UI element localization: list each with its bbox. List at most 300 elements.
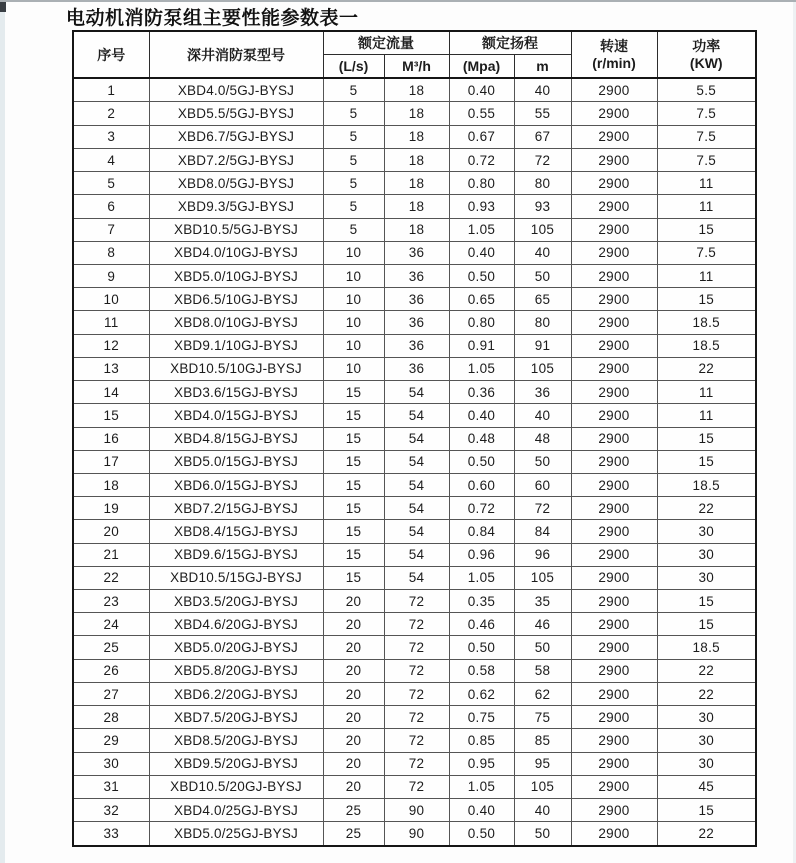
cell-serial: 5 (73, 172, 149, 195)
cell-serial: 13 (73, 357, 149, 380)
cell-head-mpa: 0.48 (449, 427, 514, 450)
header-head-mpa: (Mpa) (449, 54, 514, 78)
cell-flow-m3h: 54 (384, 520, 449, 543)
cell-speed: 2900 (571, 125, 657, 148)
cell-speed: 2900 (571, 752, 657, 775)
cell-model: XBD5.5/5GJ-BYSJ (149, 102, 323, 125)
cell-flow-ls: 10 (323, 288, 384, 311)
cell-flow-m3h: 18 (384, 148, 449, 171)
cell-flow-ls: 20 (323, 706, 384, 729)
cell-flow-m3h: 36 (384, 334, 449, 357)
cell-serial: 17 (73, 450, 149, 473)
cell-speed: 2900 (571, 241, 657, 264)
cell-head-m: 50 (514, 822, 571, 846)
header-speed (571, 31, 657, 78)
table-row (73, 334, 756, 357)
cell-head-mpa: 0.93 (449, 195, 514, 218)
cell-speed: 2900 (571, 682, 657, 705)
cell-model: XBD10.5/10GJ-BYSJ (149, 357, 323, 380)
table-row (73, 473, 756, 496)
cell-model: XBD10.5/5GJ-BYSJ (149, 218, 323, 241)
cell-flow-ls: 5 (323, 102, 384, 125)
cell-flow-ls: 15 (323, 381, 384, 404)
header-speed-unit: (r/min) (592, 54, 636, 71)
cell-model: XBD6.5/10GJ-BYSJ (149, 288, 323, 311)
cell-speed: 2900 (571, 148, 657, 171)
cell-flow-ls: 10 (323, 357, 384, 380)
cell-flow-ls: 10 (323, 264, 384, 287)
table-row (73, 520, 756, 543)
table-row (73, 613, 756, 636)
cell-head-mpa: 0.40 (449, 404, 514, 427)
cell-flow-ls: 20 (323, 752, 384, 775)
table-row (73, 706, 756, 729)
cell-serial: 12 (73, 334, 149, 357)
cell-head-mpa: 0.72 (449, 497, 514, 520)
table-row (73, 125, 756, 148)
cell-power: 22 (657, 357, 756, 380)
table-row (73, 659, 756, 682)
cell-head-mpa: 0.50 (449, 822, 514, 846)
cell-power: 15 (657, 218, 756, 241)
cell-power: 11 (657, 172, 756, 195)
cell-power: 11 (657, 404, 756, 427)
cell-head-m: 72 (514, 497, 571, 520)
cell-serial: 6 (73, 195, 149, 218)
cell-flow-ls: 5 (323, 195, 384, 218)
cell-head-m: 35 (514, 590, 571, 613)
table-row (73, 450, 756, 473)
cell-power: 30 (657, 706, 756, 729)
cell-head-m: 96 (514, 543, 571, 566)
cell-speed: 2900 (571, 543, 657, 566)
cell-flow-m3h: 72 (384, 613, 449, 636)
cell-model: XBD5.0/10GJ-BYSJ (149, 264, 323, 287)
cell-speed: 2900 (571, 264, 657, 287)
cell-power: 15 (657, 799, 756, 822)
table-row (73, 566, 756, 589)
cell-flow-ls: 20 (323, 729, 384, 752)
cell-serial: 22 (73, 566, 149, 589)
table-header (73, 31, 756, 78)
header-speed-label: 转速 (600, 38, 628, 55)
table-row (73, 497, 756, 520)
cell-power: 15 (657, 590, 756, 613)
cell-power: 7.5 (657, 102, 756, 125)
cell-serial: 32 (73, 799, 149, 822)
cell-head-m: 80 (514, 172, 571, 195)
table-row (73, 822, 756, 846)
table-row (73, 241, 756, 264)
cell-head-mpa: 0.40 (449, 78, 514, 102)
table-row (73, 590, 756, 613)
cell-power: 30 (657, 543, 756, 566)
cell-serial: 11 (73, 311, 149, 334)
cell-model: XBD6.0/15GJ-BYSJ (149, 473, 323, 496)
cell-head-m: 60 (514, 473, 571, 496)
page-left-edge (0, 2, 5, 863)
cell-serial: 30 (73, 752, 149, 775)
cell-serial: 16 (73, 427, 149, 450)
cell-speed: 2900 (571, 78, 657, 102)
cell-flow-ls: 15 (323, 427, 384, 450)
cell-flow-m3h: 72 (384, 729, 449, 752)
table-row (73, 78, 756, 102)
cell-serial: 15 (73, 404, 149, 427)
cell-serial: 3 (73, 125, 149, 148)
cell-power: 30 (657, 729, 756, 752)
cell-speed: 2900 (571, 427, 657, 450)
cell-model: XBD3.6/15GJ-BYSJ (149, 381, 323, 404)
cell-serial: 9 (73, 264, 149, 287)
cell-head-mpa: 0.50 (449, 264, 514, 287)
cell-power: 30 (657, 520, 756, 543)
table-row (73, 311, 756, 334)
cell-speed: 2900 (571, 659, 657, 682)
cell-flow-ls: 20 (323, 590, 384, 613)
cell-flow-m3h: 54 (384, 543, 449, 566)
cell-flow-m3h: 18 (384, 78, 449, 102)
cell-model: XBD5.0/20GJ-BYSJ (149, 636, 323, 659)
header-head-m: m (514, 54, 571, 78)
cell-model: XBD9.5/20GJ-BYSJ (149, 752, 323, 775)
cell-flow-m3h: 18 (384, 172, 449, 195)
header-head-group: 额定扬程 (449, 31, 571, 54)
cell-head-m: 72 (514, 148, 571, 171)
cell-model: XBD8.4/15GJ-BYSJ (149, 520, 323, 543)
header-model: 深井消防泵型号 (149, 31, 323, 78)
cell-flow-m3h: 90 (384, 799, 449, 822)
table-row (73, 427, 756, 450)
cell-head-mpa: 0.50 (449, 636, 514, 659)
cell-head-mpa: 0.60 (449, 473, 514, 496)
cell-power: 30 (657, 752, 756, 775)
cell-flow-m3h: 54 (384, 381, 449, 404)
cell-model: XBD10.5/20GJ-BYSJ (149, 775, 323, 798)
cell-speed: 2900 (571, 218, 657, 241)
cell-flow-ls: 20 (323, 682, 384, 705)
cell-model: XBD5.0/25GJ-BYSJ (149, 822, 323, 846)
cell-head-mpa: 0.95 (449, 752, 514, 775)
header-flow-group: 额定流量 (323, 31, 449, 54)
cell-flow-ls: 25 (323, 799, 384, 822)
cell-head-m: 50 (514, 264, 571, 287)
cell-head-m: 93 (514, 195, 571, 218)
cell-speed: 2900 (571, 288, 657, 311)
cell-head-mpa: 0.80 (449, 172, 514, 195)
cell-head-m: 105 (514, 357, 571, 380)
cell-head-mpa: 0.72 (449, 148, 514, 171)
table-row (73, 775, 756, 798)
header-flow-m3h: M³/h (384, 54, 449, 78)
cell-serial: 23 (73, 590, 149, 613)
cell-power: 18.5 (657, 473, 756, 496)
cell-head-m: 75 (514, 706, 571, 729)
cell-power: 22 (657, 822, 756, 846)
cell-power: 7.5 (657, 241, 756, 264)
cell-flow-ls: 10 (323, 311, 384, 334)
cell-flow-m3h: 54 (384, 497, 449, 520)
cell-model: XBD9.6/15GJ-BYSJ (149, 543, 323, 566)
scan-corner-mark (0, 2, 6, 12)
cell-flow-ls: 15 (323, 520, 384, 543)
cell-flow-m3h: 90 (384, 822, 449, 846)
cell-head-m: 85 (514, 729, 571, 752)
table-row (73, 288, 756, 311)
cell-speed: 2900 (571, 799, 657, 822)
cell-model: XBD4.0/15GJ-BYSJ (149, 404, 323, 427)
cell-head-mpa: 0.91 (449, 334, 514, 357)
table-row (73, 148, 756, 171)
cell-model: XBD4.0/10GJ-BYSJ (149, 241, 323, 264)
cell-speed: 2900 (571, 520, 657, 543)
cell-head-mpa: 0.40 (449, 241, 514, 264)
cell-speed: 2900 (571, 357, 657, 380)
cell-head-mpa: 0.80 (449, 311, 514, 334)
cell-flow-ls: 5 (323, 148, 384, 171)
cell-flow-m3h: 36 (384, 357, 449, 380)
cell-head-mpa: 1.05 (449, 357, 514, 380)
cell-flow-ls: 25 (323, 822, 384, 846)
cell-flow-ls: 5 (323, 172, 384, 195)
cell-power: 22 (657, 682, 756, 705)
cell-serial: 27 (73, 682, 149, 705)
cell-head-m: 50 (514, 636, 571, 659)
cell-flow-m3h: 54 (384, 566, 449, 589)
cell-flow-ls: 15 (323, 450, 384, 473)
cell-head-m: 40 (514, 799, 571, 822)
cell-head-mpa: 0.40 (449, 799, 514, 822)
table-row (73, 102, 756, 125)
cell-speed: 2900 (571, 566, 657, 589)
cell-speed: 2900 (571, 729, 657, 752)
cell-flow-ls: 5 (323, 78, 384, 102)
cell-speed: 2900 (571, 404, 657, 427)
cell-serial: 19 (73, 497, 149, 520)
cell-head-m: 91 (514, 334, 571, 357)
cell-head-m: 65 (514, 288, 571, 311)
cell-speed: 2900 (571, 473, 657, 496)
cell-serial: 33 (73, 822, 149, 846)
header-power-unit: (KW) (689, 54, 723, 71)
cell-power: 15 (657, 288, 756, 311)
cell-head-m: 48 (514, 427, 571, 450)
cell-power: 11 (657, 264, 756, 287)
cell-power: 11 (657, 195, 756, 218)
cell-flow-m3h: 36 (384, 311, 449, 334)
cell-speed: 2900 (571, 775, 657, 798)
cell-flow-m3h: 72 (384, 706, 449, 729)
cell-flow-m3h: 54 (384, 404, 449, 427)
cell-power: 7.5 (657, 148, 756, 171)
cell-speed: 2900 (571, 497, 657, 520)
table-row (73, 357, 756, 380)
cell-flow-m3h: 72 (384, 752, 449, 775)
cell-head-mpa: 0.46 (449, 613, 514, 636)
cell-head-mpa: 0.36 (449, 381, 514, 404)
cell-flow-m3h: 18 (384, 102, 449, 125)
cell-flow-m3h: 72 (384, 775, 449, 798)
table-row (73, 543, 756, 566)
table-row (73, 172, 756, 195)
cell-flow-m3h: 54 (384, 427, 449, 450)
table-row (73, 799, 756, 822)
cell-serial: 2 (73, 102, 149, 125)
cell-head-mpa: 0.55 (449, 102, 514, 125)
cell-head-m: 95 (514, 752, 571, 775)
cell-flow-ls: 20 (323, 613, 384, 636)
table-row (73, 752, 756, 775)
cell-serial: 18 (73, 473, 149, 496)
cell-model: XBD10.5/15GJ-BYSJ (149, 566, 323, 589)
cell-power: 18.5 (657, 636, 756, 659)
cell-flow-m3h: 54 (384, 473, 449, 496)
table-row (73, 404, 756, 427)
cell-speed: 2900 (571, 590, 657, 613)
cell-flow-m3h: 72 (384, 636, 449, 659)
cell-head-mpa: 0.50 (449, 450, 514, 473)
cell-model: XBD7.5/20GJ-BYSJ (149, 706, 323, 729)
cell-serial: 8 (73, 241, 149, 264)
cell-speed: 2900 (571, 822, 657, 846)
cell-power: 30 (657, 566, 756, 589)
cell-model: XBD9.1/10GJ-BYSJ (149, 334, 323, 357)
cell-head-m: 84 (514, 520, 571, 543)
pump-spec-table (72, 30, 757, 847)
cell-head-mpa: 0.65 (449, 288, 514, 311)
cell-head-mpa: 0.58 (449, 659, 514, 682)
cell-speed: 2900 (571, 102, 657, 125)
cell-model: XBD4.0/5GJ-BYSJ (149, 78, 323, 102)
cell-flow-ls: 20 (323, 636, 384, 659)
cell-serial: 21 (73, 543, 149, 566)
cell-serial: 31 (73, 775, 149, 798)
cell-head-mpa: 0.96 (449, 543, 514, 566)
cell-head-m: 105 (514, 566, 571, 589)
cell-head-m: 40 (514, 78, 571, 102)
cell-serial: 20 (73, 520, 149, 543)
cell-head-m: 62 (514, 682, 571, 705)
cell-model: XBD7.2/15GJ-BYSJ (149, 497, 323, 520)
cell-head-mpa: 0.67 (449, 125, 514, 148)
cell-head-m: 40 (514, 241, 571, 264)
cell-model: XBD4.0/25GJ-BYSJ (149, 799, 323, 822)
cell-power: 11 (657, 381, 756, 404)
table-body (73, 78, 756, 846)
cell-flow-ls: 5 (323, 125, 384, 148)
cell-model: XBD4.8/15GJ-BYSJ (149, 427, 323, 450)
cell-speed: 2900 (571, 613, 657, 636)
cell-power: 18.5 (657, 311, 756, 334)
cell-head-m: 105 (514, 218, 571, 241)
cell-power: 7.5 (657, 125, 756, 148)
cell-head-mpa: 0.85 (449, 729, 514, 752)
cell-flow-m3h: 36 (384, 241, 449, 264)
cell-flow-m3h: 72 (384, 659, 449, 682)
cell-serial: 10 (73, 288, 149, 311)
cell-head-m: 40 (514, 404, 571, 427)
cell-speed: 2900 (571, 172, 657, 195)
cell-power: 15 (657, 450, 756, 473)
cell-head-mpa: 0.75 (449, 706, 514, 729)
cell-head-m: 50 (514, 450, 571, 473)
cell-head-m: 67 (514, 125, 571, 148)
cell-head-mpa: 1.05 (449, 566, 514, 589)
cell-speed: 2900 (571, 450, 657, 473)
cell-serial: 28 (73, 706, 149, 729)
cell-head-mpa: 0.84 (449, 520, 514, 543)
cell-model: XBD9.3/5GJ-BYSJ (149, 195, 323, 218)
cell-serial: 29 (73, 729, 149, 752)
header-power-label: 功率 (692, 38, 721, 55)
page-title: 电动机消防泵组主要性能参数表一 (66, 8, 359, 29)
cell-flow-m3h: 18 (384, 218, 449, 241)
cell-flow-ls: 15 (323, 497, 384, 520)
cell-serial: 4 (73, 148, 149, 171)
table-row (73, 381, 756, 404)
cell-serial: 25 (73, 636, 149, 659)
cell-speed: 2900 (571, 636, 657, 659)
cell-power: 22 (657, 659, 756, 682)
cell-flow-ls: 15 (323, 404, 384, 427)
cell-power: 22 (657, 497, 756, 520)
cell-head-mpa: 0.35 (449, 590, 514, 613)
cell-head-m: 36 (514, 381, 571, 404)
cell-speed: 2900 (571, 195, 657, 218)
cell-flow-ls: 15 (323, 473, 384, 496)
cell-model: XBD6.2/20GJ-BYSJ (149, 682, 323, 705)
cell-serial: 7 (73, 218, 149, 241)
cell-flow-ls: 5 (323, 218, 384, 241)
table-row (73, 682, 756, 705)
cell-model: XBD7.2/5GJ-BYSJ (149, 148, 323, 171)
cell-serial: 24 (73, 613, 149, 636)
cell-flow-m3h: 36 (384, 264, 449, 287)
cell-model: XBD8.0/10GJ-BYSJ (149, 311, 323, 334)
cell-flow-ls: 15 (323, 566, 384, 589)
cell-power: 18.5 (657, 334, 756, 357)
cell-model: XBD8.5/20GJ-BYSJ (149, 729, 323, 752)
header-serial: 序号 (73, 31, 149, 78)
cell-head-mpa: 1.05 (449, 775, 514, 798)
cell-flow-m3h: 72 (384, 682, 449, 705)
cell-head-m: 46 (514, 613, 571, 636)
cell-model: XBD5.8/20GJ-BYSJ (149, 659, 323, 682)
cell-model: XBD3.5/20GJ-BYSJ (149, 590, 323, 613)
cell-flow-ls: 10 (323, 334, 384, 357)
cell-speed: 2900 (571, 381, 657, 404)
cell-speed: 2900 (571, 334, 657, 357)
cell-head-mpa: 1.05 (449, 218, 514, 241)
cell-serial: 14 (73, 381, 149, 404)
cell-flow-m3h: 18 (384, 195, 449, 218)
cell-head-mpa: 0.62 (449, 682, 514, 705)
cell-power: 15 (657, 427, 756, 450)
cell-head-m: 55 (514, 102, 571, 125)
cell-flow-ls: 20 (323, 775, 384, 798)
cell-power: 45 (657, 775, 756, 798)
cell-flow-ls: 10 (323, 241, 384, 264)
cell-model: XBD6.7/5GJ-BYSJ (149, 125, 323, 148)
table-row (73, 218, 756, 241)
cell-head-m: 80 (514, 311, 571, 334)
table-row (73, 195, 756, 218)
header-power (657, 31, 756, 78)
cell-flow-m3h: 72 (384, 590, 449, 613)
cell-head-m: 58 (514, 659, 571, 682)
cell-flow-m3h: 54 (384, 450, 449, 473)
cell-flow-ls: 15 (323, 543, 384, 566)
